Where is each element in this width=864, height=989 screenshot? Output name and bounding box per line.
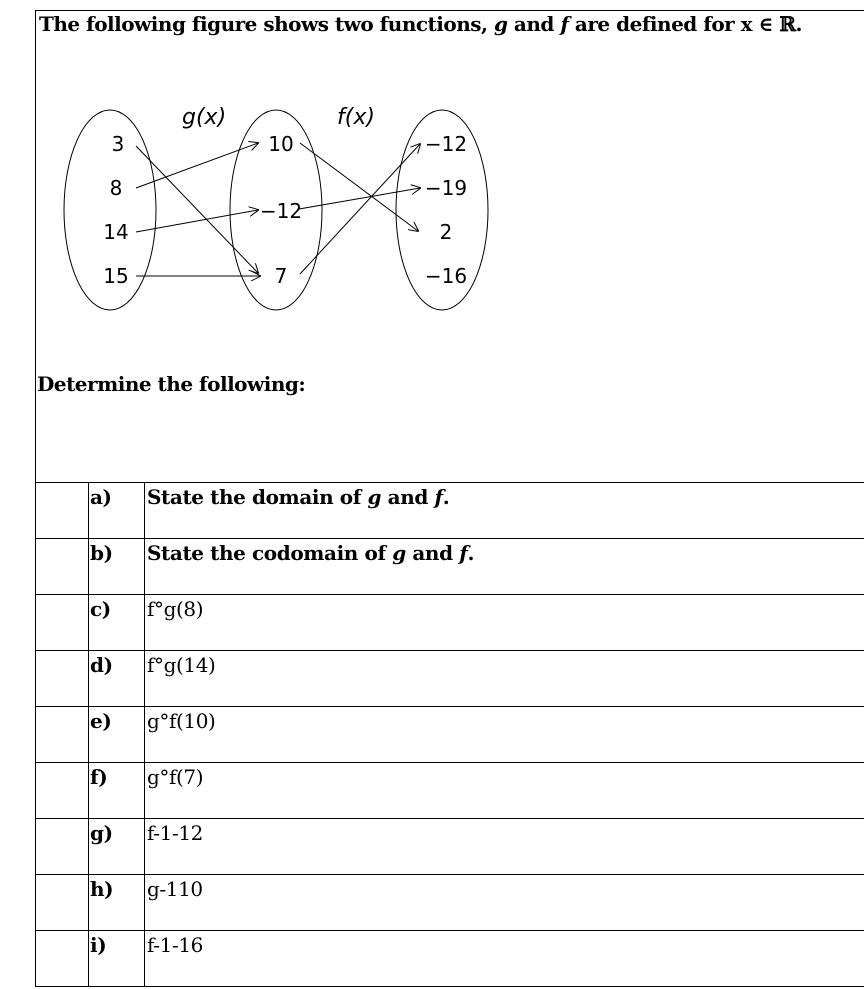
- table-row: [36, 539, 864, 595]
- question-label: f): [89, 763, 145, 819]
- question-label: a): [89, 483, 145, 539]
- table-row: [36, 763, 864, 819]
- domain-value: 15: [103, 264, 129, 288]
- table-row: [36, 875, 864, 931]
- codomain-value: −12: [424, 132, 468, 156]
- codomain-value: −16: [424, 264, 468, 288]
- table-row: [36, 595, 864, 651]
- question-label: e): [89, 707, 145, 763]
- determine-heading: Determine the following:: [37, 372, 306, 396]
- mapping-diagram: [55, 90, 505, 320]
- domain-value: 8: [109, 176, 123, 200]
- question-text: f°g(8): [145, 595, 864, 651]
- codomain-value: 2: [439, 220, 453, 244]
- intro-text: The following figure shows two functions, g and f are defined for x ∈ ℝ.: [39, 12, 802, 36]
- table-row: [36, 651, 864, 707]
- question-text: f°g(14): [145, 651, 864, 707]
- f-function-label: f(x): [337, 105, 375, 130]
- question-label: b): [89, 539, 145, 595]
- questions-table: [35, 482, 864, 987]
- question-text: State the codomain of g and f.: [145, 539, 864, 595]
- domain-value: 14: [103, 220, 129, 244]
- table-row: [36, 819, 864, 875]
- question-label: h): [89, 875, 145, 931]
- intermediate-value: −12: [259, 199, 303, 223]
- question-label: c): [89, 595, 145, 651]
- codomain-value: −19: [424, 176, 468, 200]
- question-text: g-110: [145, 875, 864, 931]
- f-arrow-neg12-to-neg19: [299, 188, 420, 209]
- table-row: [36, 931, 864, 987]
- f-arrow-7-to-neg12: [300, 144, 420, 274]
- question-text: f-1-16: [145, 931, 864, 987]
- question-label: d): [89, 651, 145, 707]
- f-arrow-10-to-2: [300, 143, 418, 231]
- table-row: [36, 707, 864, 763]
- table-row: [36, 483, 864, 539]
- question-label: i): [89, 931, 145, 987]
- g-arrow-14-to-neg12: [136, 210, 258, 232]
- intermediate-value: 7: [274, 264, 288, 288]
- intermediate-value: 10: [268, 132, 294, 156]
- question-text: g°f(7): [145, 763, 864, 819]
- question-text: f-1-12: [145, 819, 864, 875]
- question-text: g°f(10): [145, 707, 864, 763]
- question-text: State the domain of g and f.: [145, 483, 864, 539]
- g-function-label: g(x): [182, 105, 227, 130]
- domain-value: 3: [111, 132, 125, 156]
- question-label: g): [89, 819, 145, 875]
